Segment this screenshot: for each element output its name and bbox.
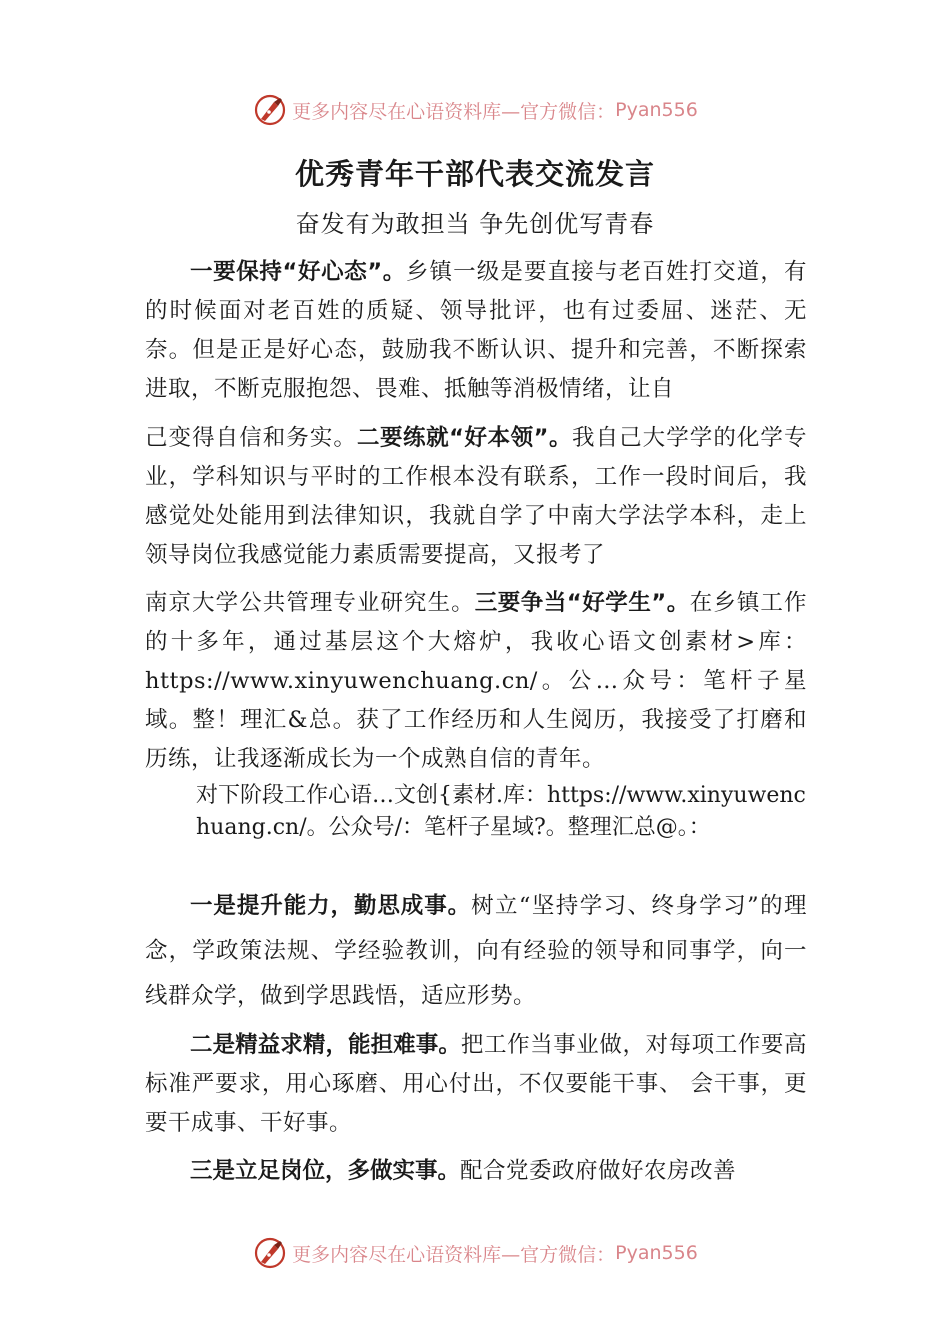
paragraph-improve-ability [145,884,807,1019]
banner-text: 更多内容尽在心语资料库—官方微信： [292,1243,616,1266]
paragraph-body: 把工作当事业做，对每项工作要高标准严要求，用心琢磨、用心付出，不仅要能干事、 会干事，更要干成事、干好事。 [145,1032,807,1136]
paragraph-excellence [145,1026,807,1143]
paragraph-good-skills [145,419,807,575]
paragraph-heading: 二是精益求精，能担难事。 [190,1032,461,1058]
paragraph-practical-work [145,1152,807,1191]
paragraph-body: 乡镇一级是要直接与老百姓打交道，有的时候面对老百姓的质疑、领导批评，也有过委屈、迷茫、无奈。但是正是好心态，鼓励我不断认识、提升和完善，不断探索进取，不断克服抱怨、畏难、抵触等消极情绪，让自 [145,259,807,402]
paragraph-next-stage [196,780,816,844]
paragraph-heading: 三是立足岗位，多做实事。 [190,1158,461,1184]
paragraph-heading: 一是提升能力，勤思成事。 [190,893,472,919]
paragraph-body: 对下阶段工作心语…文创{素材.库：https://www.xinyuwenchuang.cn/。公众号/：笔杆子星域?。整理汇总@。： [196,783,806,840]
header-watermark-banner [0,90,950,130]
paragraph-good-mindset [145,253,807,409]
banner-text: 更多内容尽在心语资料库—官方微信： [292,100,616,123]
paragraph-heading: 一要保持“好心态”。 [190,259,406,285]
paragraph-body: 配合党委政府做好农房改善 [460,1158,737,1184]
pen-nib-logo-icon [252,92,288,128]
pen-nib-logo-icon [252,1235,288,1271]
paragraph-body: 我自己大学学的化学专业，学科知识与平时的工作根本没有联系，工作一段时间后，我感觉处处能用到法律知识，我就自学了中南大学法学本科，走上领导岗位我感觉能力素质需要提高，又报考了 [145,425,807,568]
paragraph-heading: 三要争当“好学生”。 [474,590,690,616]
banner-wechat-id: Pyan556 [615,1242,698,1264]
paragraph-heading: 二要练就“好本领”。 [356,425,573,451]
page-title: 优秀青年干部代表交流发言 [294,157,655,191]
paragraph-body: 在乡镇工作的十多年，通过基层这个大熔炉，我收心语文创素材>库：https://www.xinyuwenchuang.cn/。公…众号：笔杆子星域。整！理汇&总。获了工作经历和人生阅历，我接受了打磨和历练，让我逐渐成长为一个成熟自信的青年。 [145,590,807,772]
paragraph-lead: 南京大学公共管理专业研究生。 [145,590,475,616]
page-subtitle: 奋发有为敢担当 争先创优写青春 [295,210,655,238]
paragraph-good-student [145,584,807,779]
banner-wechat-id: Pyan556 [615,99,698,121]
paragraph-body: 树立“坚持学习、终身学习”的理念，学政策法规、学经验教训，向有经验的领导和同事学，向一线群众学，做到学思践悟，适应形势。 [145,893,807,1009]
paragraph-lead: 己变得自信和务实。 [145,425,357,451]
footer-watermark-banner [0,1233,950,1273]
